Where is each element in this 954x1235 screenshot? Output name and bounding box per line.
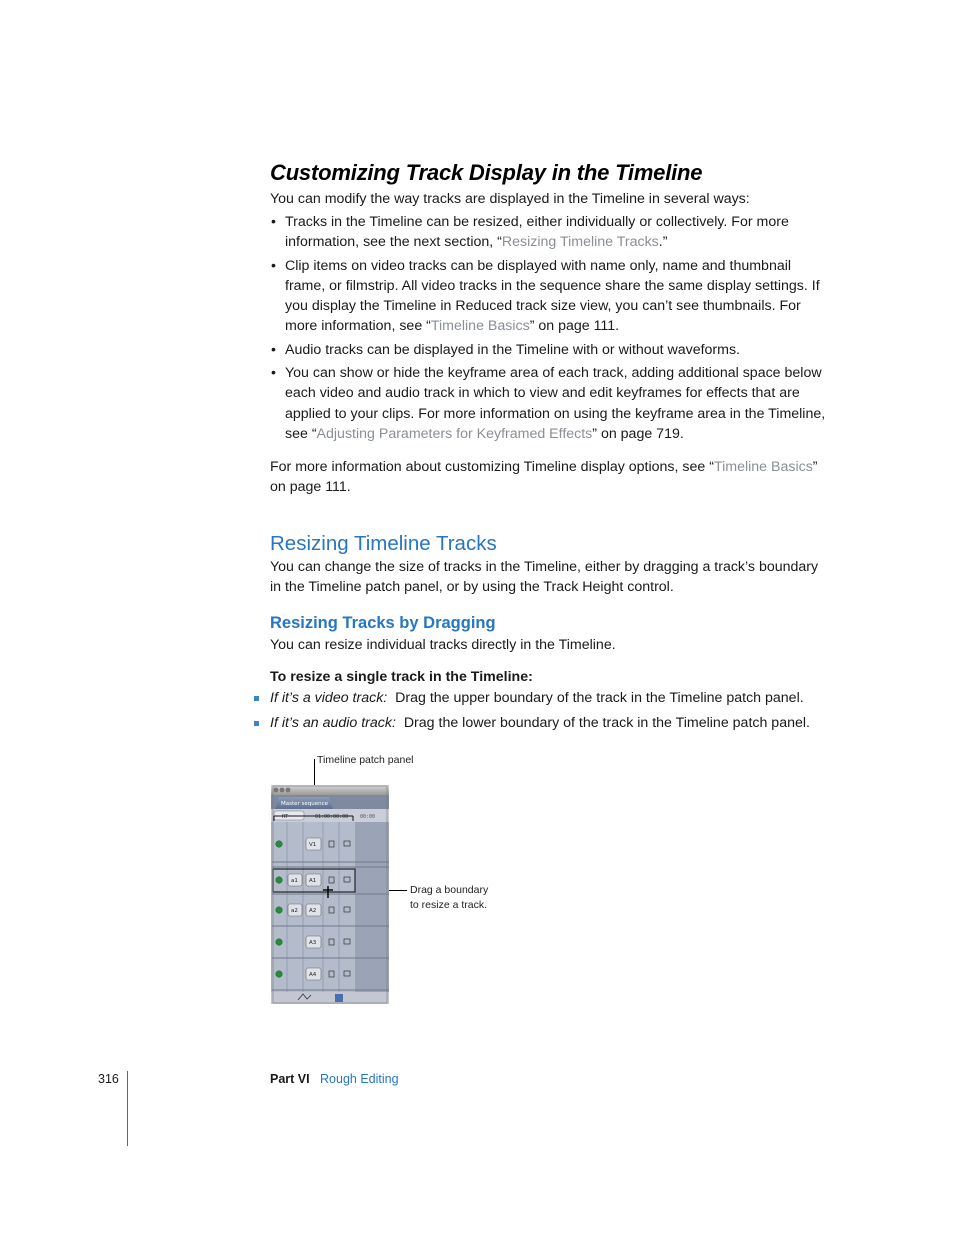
footer-section: Rough Editing [320, 1072, 399, 1086]
link-timeline-basics-2[interactable]: Timeline Basics [713, 459, 813, 475]
drag-intro-paragraph: You can resize individual tracks directly in the Timeline. [270, 637, 616, 653]
list-item: • Tracks in the Timeline can be resized, either individually or collectively. For more information, see the next section, “Resizing Timeline Tracks.” [271, 214, 789, 251]
link-keyframed-effects[interactable]: Adjusting Parameters for Keyframed Effects [316, 425, 593, 442]
timeline-screenshot [271, 785, 389, 1004]
list-item: • Clip items on video tracks can be displayed with name only, name and thumbnail frame, or filmstrip. All video tracks in the sequence share the same display settings. If you display the Timeline in Reduced track size view, you can’t see thumbnails. For more information, see “Timeline Basics” on page 111. [271, 257, 820, 335]
section-heading: Resizing Timeline Tracks [270, 532, 497, 555]
step-bullet-icon [254, 721, 259, 726]
link-timeline-basics[interactable]: Timeline Basics [430, 318, 530, 335]
track-dst-label: A3 [309, 940, 317, 946]
callout-patch-panel: Timeline patch panel [317, 754, 414, 766]
track-dst-label: A2 [309, 908, 317, 914]
section-title: Customizing Track Display in the Timeline [270, 160, 703, 185]
list-item: • You can show or hide the keyframe area of each track, adding additional space below each video and audio track in which to view and edit keyframes for effects that are applied to your clips. For more information on using the keyframe area in the Timeline, see “Adjusting Parameters for Keyframed Effects” on page 719. [271, 365, 826, 442]
task-title: To resize a single track in the Timeline: [270, 669, 533, 685]
step-bullet-icon [254, 696, 259, 701]
link-resizing-timeline-tracks[interactable]: Resizing Timeline Tracks [501, 234, 659, 251]
track-src-label: a1 [291, 878, 298, 884]
rt-menu-label[interactable]: RT [282, 814, 289, 820]
footer-rule [127, 1071, 128, 1146]
timecode-current: 01:00:00:00 [315, 814, 349, 820]
page-number: 316 [98, 1072, 119, 1086]
timeline-tab-label: Master sequence [281, 801, 329, 807]
callout-drag-boundary: Drag a boundary to resize a track. [410, 884, 489, 911]
bullet-list [270, 212, 830, 447]
track-dst-label: A4 [309, 972, 317, 978]
subsection-heading: Resizing Tracks by Dragging [270, 614, 496, 632]
more-info-paragraph: For more information about customizing Timeline display options, see “Timeline Basics” on page 111. [270, 459, 818, 496]
list-item: • Audio tracks can be displayed in the Timeline with or without waveforms. [271, 341, 741, 358]
step-video: If it’s a video track: Drag the upper boundary of the track in the Timeline patch panel. [270, 690, 804, 706]
track-dst-label: V1 [309, 842, 317, 848]
footer-part: Part VI Rough Editing [270, 1072, 399, 1086]
track-src-label: a2 [291, 908, 298, 914]
track-dst-label: A1 [309, 878, 317, 884]
resize-intro-paragraph: You can change the size of tracks in the Timeline, either by dragging a track’s boundary in the Timeline patch panel, or by using the Track Height control. [270, 559, 819, 596]
step-audio: If it’s an audio track: Drag the lower boundary of the track in the Timeline patch panel. [270, 715, 810, 731]
timecode-ruler: 00:00 [360, 814, 376, 820]
intro-paragraph: You can modify the way tracks are displayed in the Timeline in several ways: [270, 191, 750, 207]
